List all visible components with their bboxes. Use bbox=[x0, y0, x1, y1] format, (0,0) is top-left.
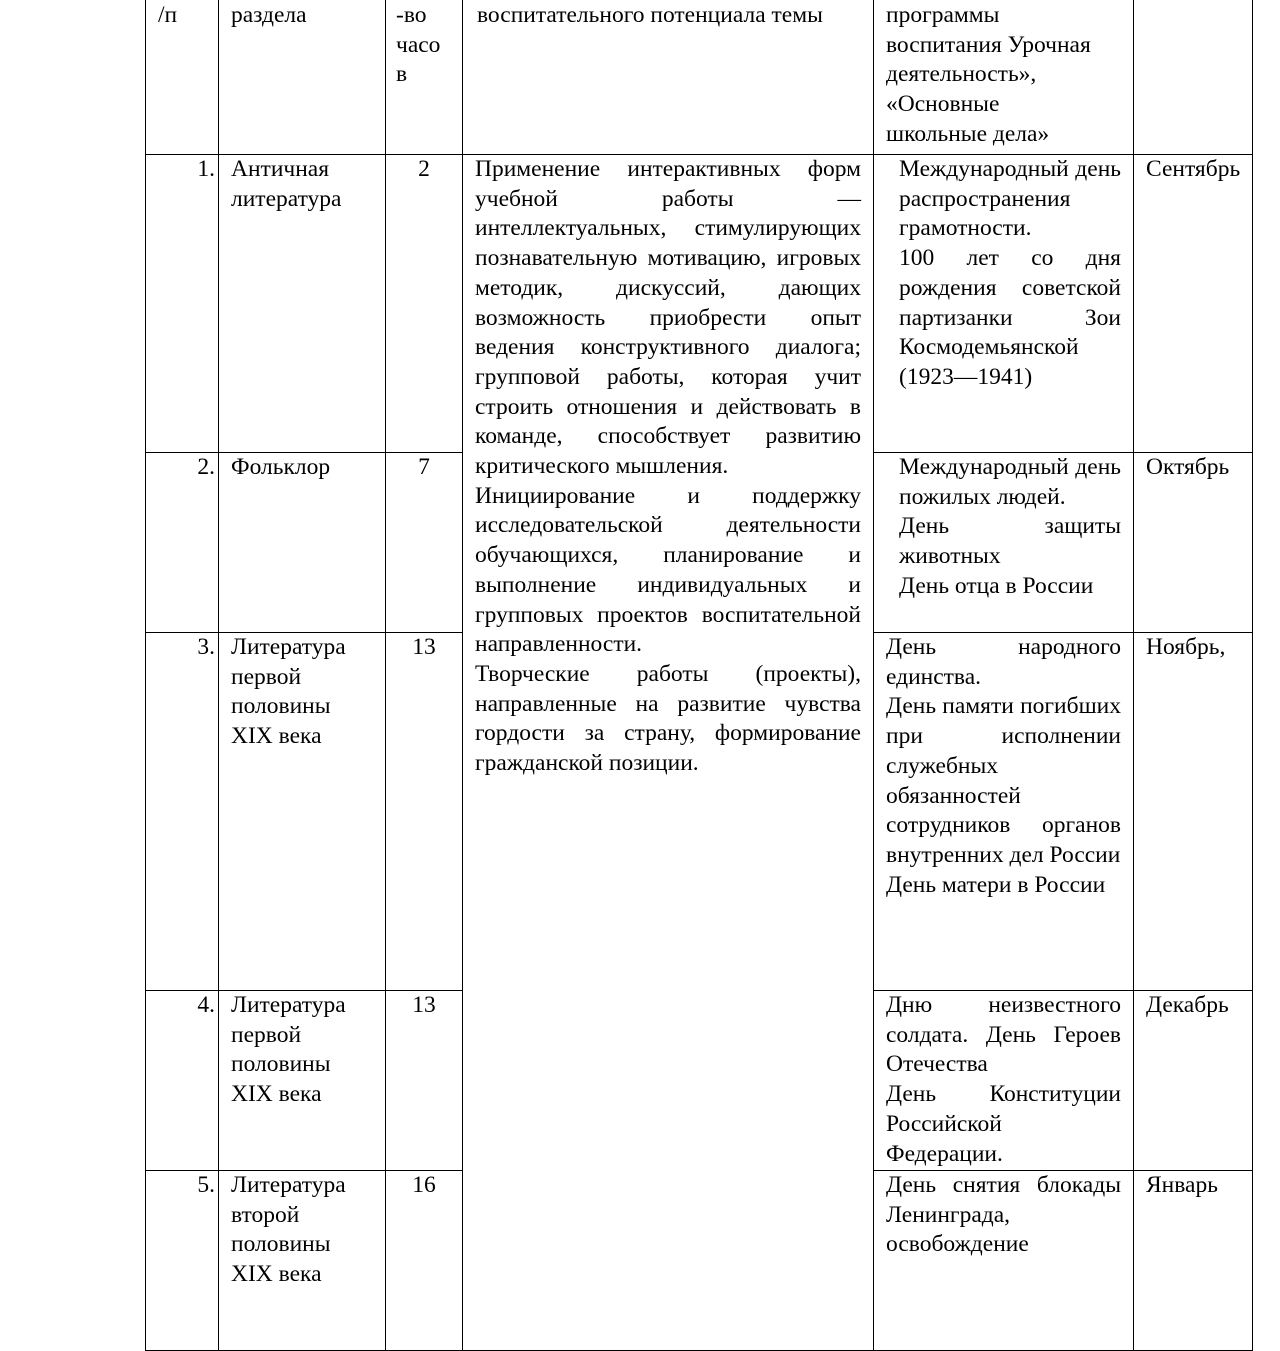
event-item: 100 лет со дня рождения советской партизанки Зои Космодемьянской (1923—1941) bbox=[899, 245, 1121, 390]
row-month: Ноябрь, bbox=[1134, 633, 1253, 991]
header-hours-line: в bbox=[396, 61, 408, 88]
event-item: Международный день распространения грамотности. bbox=[899, 156, 1121, 242]
row-events bbox=[874, 1171, 1134, 1351]
row-hours: 2 bbox=[386, 155, 463, 453]
row-num: 4. bbox=[146, 991, 219, 1171]
thematic-plan-table bbox=[145, 0, 1253, 1351]
header-hours-line: -во bbox=[396, 2, 427, 28]
header-row bbox=[146, 0, 1253, 155]
header-hours bbox=[386, 0, 463, 155]
event-item: День снятия блокады Ленинграда, освобождение bbox=[886, 1172, 1121, 1258]
event-item: День матери в России bbox=[886, 871, 1106, 898]
event-item: Международный день пожилых людей. bbox=[899, 454, 1121, 510]
row-section: Литература второй половины XIX века bbox=[219, 1171, 386, 1351]
row-month: Сентябрь bbox=[1134, 155, 1253, 453]
row-hours: 16 bbox=[386, 1171, 463, 1351]
header-section: раздела bbox=[219, 0, 386, 155]
event-item: День защиты животных bbox=[899, 513, 1121, 570]
row-hours: 7 bbox=[386, 453, 463, 633]
potential-paragraph: Инициирование и поддержку исследовательской деятельности обучающихся, планирование и выполнение индивидуальных и групповых проектов воспитательной направленности. bbox=[475, 482, 861, 658]
header-hours-line: часо bbox=[396, 31, 441, 58]
row-month: Октябрь bbox=[1134, 453, 1253, 633]
row-events bbox=[874, 991, 1134, 1171]
row-section: Литература первой половины XIX века bbox=[219, 991, 386, 1171]
table-row bbox=[146, 155, 1253, 453]
potential-paragraph: Применение интерактивных форм учебной работы — интеллектуальных, стимулирующих познавательную мотивацию, игровых методик, дискуссий, дающих возможность приобрести опыт ведения конструктивного диалога; групповой работы, которая учит строить отношения и действовать в команде, способствует развитию критического мышления. bbox=[475, 156, 861, 480]
header-modules-line: программы bbox=[886, 2, 1000, 28]
header-modules-line: школьные дела» bbox=[886, 120, 1050, 147]
row-hours: 13 bbox=[386, 991, 463, 1171]
potential-cell bbox=[463, 155, 874, 1351]
event-item: Дню неизвестного солдата. День Героев Отечества bbox=[886, 992, 1121, 1078]
row-events bbox=[874, 633, 1134, 991]
event-item: День народного единства. bbox=[886, 634, 1121, 690]
row-month: Декабрь bbox=[1134, 991, 1253, 1171]
row-section: Литература первой половины XIX века bbox=[219, 633, 386, 991]
row-month: Январь bbox=[1134, 1171, 1253, 1351]
event-item: День памяти погибших при исполнении служебных обязанностей сотрудников органов внутренних дел России bbox=[886, 693, 1121, 868]
row-events bbox=[874, 155, 1134, 453]
row-events bbox=[874, 453, 1134, 633]
row-num: 3. bbox=[146, 633, 219, 991]
header-modules-line: воспитания Урочная bbox=[886, 31, 1091, 58]
row-hours: 13 bbox=[386, 633, 463, 991]
row-section: Фольклор bbox=[219, 453, 386, 633]
potential-paragraph: Творческие работы (проекты), направленные на развитие чувства гордости за страну, формирование гражданской позиции. bbox=[475, 660, 861, 777]
row-num: 2. bbox=[146, 453, 219, 633]
header-potential: воспитательного потенциала темы bbox=[463, 0, 874, 155]
header-modules-line: деятельность», bbox=[886, 61, 1037, 88]
row-section: Античная литература bbox=[219, 155, 386, 453]
header-modules-line: «Основные bbox=[886, 91, 1000, 118]
header-modules bbox=[874, 0, 1134, 155]
header-date bbox=[1134, 0, 1253, 155]
row-num: 5. bbox=[146, 1171, 219, 1351]
row-num: 1. bbox=[146, 155, 219, 453]
header-num: /п bbox=[146, 0, 219, 155]
event-item: День Конституции Российской Федерации. bbox=[886, 1081, 1121, 1167]
event-item: День отца в России bbox=[899, 572, 1094, 599]
